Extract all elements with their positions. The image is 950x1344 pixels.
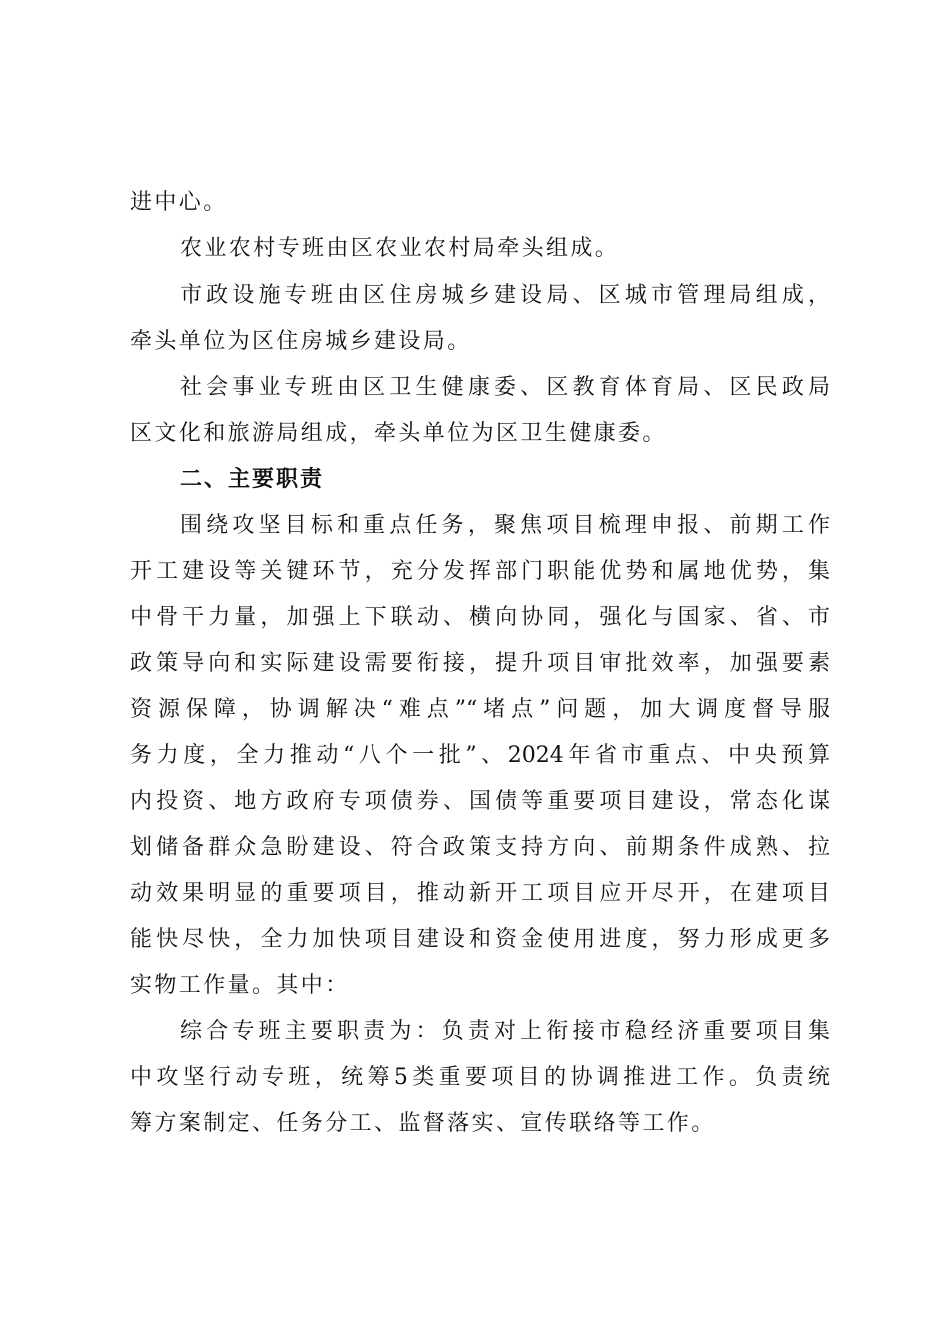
paragraph-line: 区文化和旅游局组成，牵头单位为区卫生健康委。 xyxy=(130,421,667,446)
paragraph-line: 务力度，全力推动“八个一批”、2024年省市重点、中央预算 xyxy=(130,743,830,768)
paragraph-line: 进中心。 xyxy=(130,190,228,215)
paragraph-line: 农业农村专班由区农业农村局牵头组成。 xyxy=(180,236,620,261)
paragraph-line: 开工建设等关键环节，充分发挥部门职能优势和属地优势，集 xyxy=(130,559,830,584)
paragraph-line: 市政设施专班由区住房城乡建设局、区城市管理局组成， xyxy=(180,283,830,308)
paragraph-line: 牵头单位为区住房城乡建设局。 xyxy=(130,329,472,354)
paragraph-line: 中攻坚行动专班，统筹5类重要项目的协调推进工作。负责统 xyxy=(130,1065,830,1090)
paragraph-line: 划储备群众急盼建设、符合政策支持方向、前期条件成熟、拉 xyxy=(130,835,830,860)
paragraph-line: 综合专班主要职责为：负责对上衔接市稳经济重要项目集 xyxy=(180,1019,830,1044)
paragraph-line: 实物工作量。其中： xyxy=(130,973,350,998)
paragraph-line: 政策导向和实际建设需要衔接，提升项目审批效率，加强要素 xyxy=(130,651,830,676)
paragraph-line: 围绕攻坚目标和重点任务，聚焦项目梳理申报、前期工作 xyxy=(180,513,830,538)
paragraph-line: 筹方案制定、任务分工、监督落实、宣传联络等工作。 xyxy=(130,1111,716,1136)
paragraph-line: 内投资、地方政府专项债券、国债等重要项目建设，常态化谋 xyxy=(130,789,830,814)
paragraph-line: 动效果明显的重要项目，推动新开工项目应开尽开，在建项目 xyxy=(130,881,830,906)
paragraph-line: 中骨干力量，加强上下联动、横向协同，强化与国家、省、市 xyxy=(130,605,830,630)
paragraph-line: 资源保障，协调解决“难点”“堵点”问题，加大调度督导服 xyxy=(130,697,830,722)
paragraph-line: 能快尽快，全力加快项目建设和资金使用进度，努力形成更多 xyxy=(130,927,830,952)
section-heading: 二、主要职责 xyxy=(180,467,325,492)
paragraph-line: 社会事业专班由区卫生健康委、区教育体育局、区民政局 xyxy=(180,375,830,400)
